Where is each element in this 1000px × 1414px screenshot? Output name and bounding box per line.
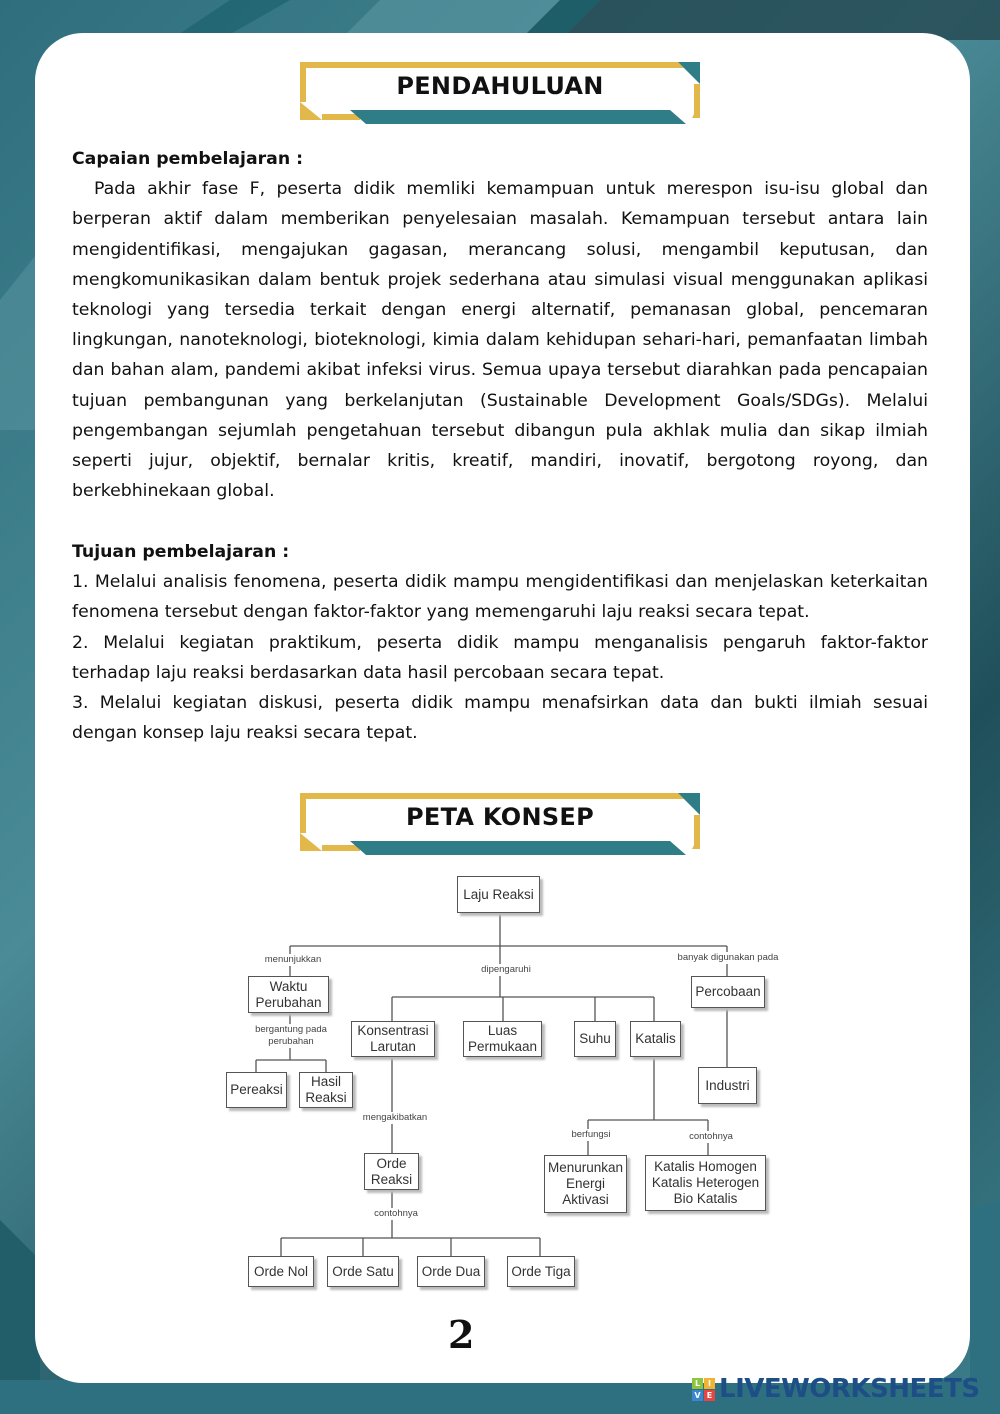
badge-letter: I [704, 1378, 715, 1389]
node-industri: Industri [698, 1067, 757, 1104]
badge-letter: V [692, 1390, 703, 1401]
tujuan-item: 2. Melalui kegiatan praktikum, peserta didik mampu menganalisis pengaruh faktor-faktor terhadap laju reaksi berdasarkan data hasil percobaan secara tepat. [72, 632, 928, 683]
node-konsentrasi: Konsentrasi Larutan [351, 1021, 435, 1057]
node-orde-tiga: Orde Tiga [507, 1256, 575, 1287]
link-label-banyak-digunakan: banyak digunakan pada [677, 952, 779, 963]
node-luas-permukaan: Luas Permukaan [463, 1021, 542, 1057]
node-katalis: Katalis [630, 1021, 681, 1057]
link-label-contohnya: contohnya [689, 1131, 733, 1142]
link-label-berfungsi: berfungsi [571, 1129, 611, 1140]
capaian-heading: Capaian pembelajaran : [72, 149, 304, 169]
liveworksheets-wordmark: LIVEWORKSHEETS [719, 1374, 980, 1404]
node-jenis-katalis: Katalis Homogen Katalis Heterogen Bio Katalis [645, 1155, 766, 1211]
node-suhu: Suhu [574, 1021, 616, 1057]
page-number: 2 [448, 1312, 475, 1357]
live-badge-icon [692, 1378, 715, 1401]
link-label-bergantung: bergantung pada perubahan [255, 1024, 327, 1047]
liveworksheets-logo [692, 1374, 980, 1404]
badge-letter: E [704, 1390, 715, 1401]
link-label-contohnya: contohnya [374, 1208, 418, 1219]
section-title: PENDAHULUAN [396, 72, 604, 100]
node-hasil-reaksi: Hasil Reaksi [299, 1072, 353, 1108]
tujuan-item: 3. Melalui kegiatan diskusi, peserta didik mampu menafsirkan data dan bukti ilmiah sesuai dengan konsep laju reaksi secara tepat. [72, 693, 928, 744]
section-title: PETA KONSEP [406, 803, 594, 831]
node-orde-satu: Orde Satu [327, 1256, 399, 1287]
link-label-mengakibatkan: mengakibatkan [362, 1112, 428, 1123]
node-orde-dua: Orde Dua [417, 1256, 485, 1287]
tujuan-item: 1. Melalui analisis fenomena, peserta didik mampu mengidentifikasi dan menjelaskan keterkaitan fenomena tersebut dengan faktor-faktor yang memengaruhi laju reaksi secara tepat. [72, 572, 928, 623]
node-orde-nol: Orde Nol [248, 1256, 314, 1287]
node-menurunkan-energi: Menurunkan Energi Aktivasi [544, 1155, 627, 1213]
link-label-dipengaruhi: dipengaruhi [481, 964, 531, 975]
node-laju-reaksi: Laju Reaksi [457, 876, 540, 913]
node-orde-reaksi: Orde Reaksi [364, 1153, 419, 1190]
tujuan-heading: Tujuan pembelajaran : [72, 542, 290, 562]
badge-letter: L [692, 1378, 703, 1389]
capaian-body: Pada akhir fase F, peserta didik memliki kemampuan untuk merespon isu-isu global dan berperan aktif dalam memberikan penyelesaian masalah. Kemampuan tersebut antara lain mengidentifikasi, mengajukan gagasan, merancang solusi, mengambil keputusan, dan mengkomunikasikan dalam bentuk projek sederhana atau simulasi visual menggunakan aplikasi teknologi yang tersedia terkait dengan energi alternatif, pemanasan global, pencemaran lingkungan, nanoteknologi, bioteknologi, kimia dalam kehidupan sehari-hari, pemanfaatan limbah dan bahan alam, pandemi akibat infeksi virus. Semua upaya tersebut diarahkan pada pencapaian tujuan pembangunan yang berkelanjutan (Sustainable Development Goals/SDGs). Melalui pengembangan sejumlah pengetahuan tersebut dibangun pula akhlak mulia dan sikap ilmiah seperti jujur, objektif, bernalar kritis, kreatif, mandiri, inovatif, bergotong royong, dan berkebhinekaan global. [72, 179, 928, 502]
node-waktu-perubahan: Waktu Perubahan [248, 976, 329, 1013]
node-percobaan: Percobaan [691, 976, 765, 1008]
link-label-menunjukkan: menunjukkan [264, 954, 322, 965]
node-pereaksi: Pereaksi [226, 1072, 287, 1108]
